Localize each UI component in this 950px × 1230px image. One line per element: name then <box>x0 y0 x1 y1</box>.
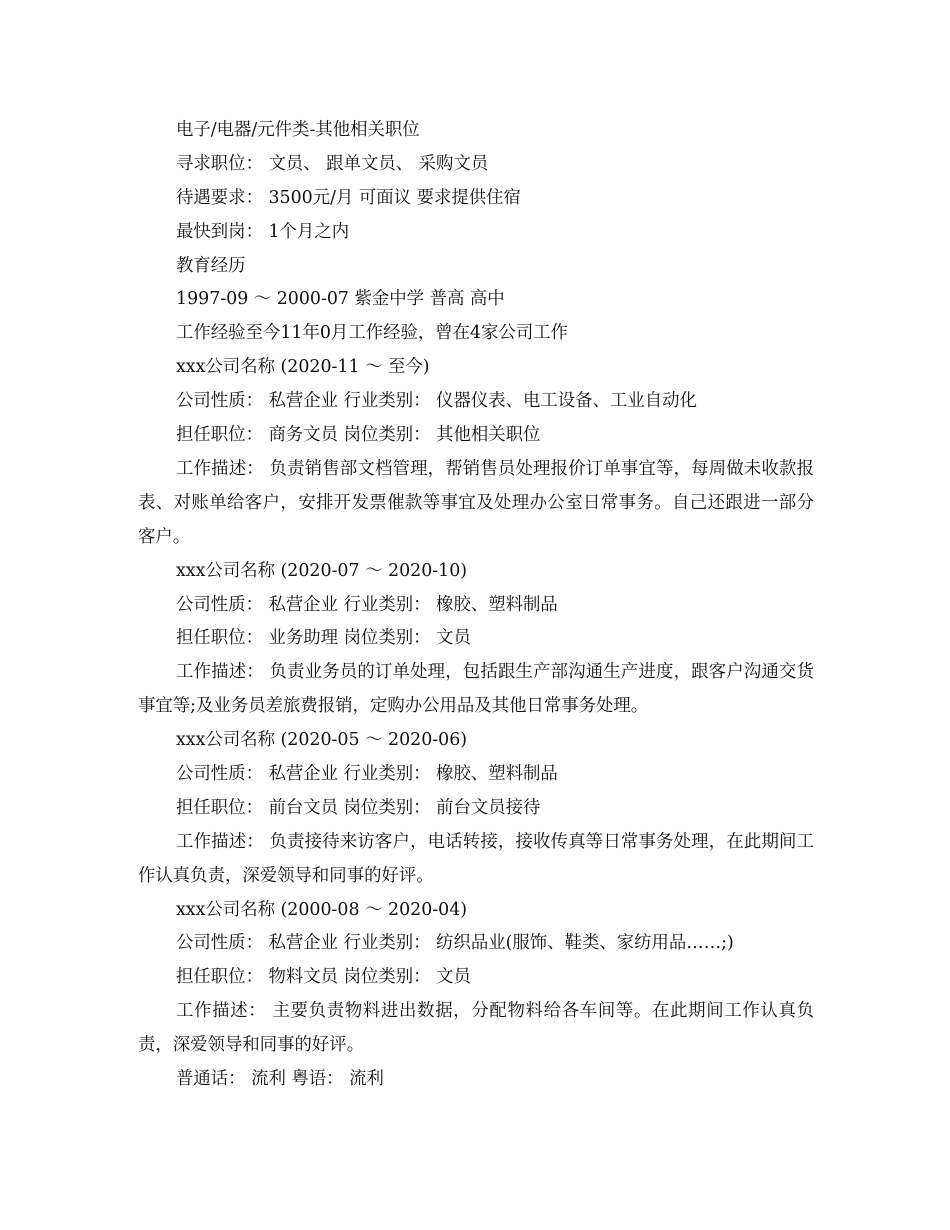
job-company-nature: 公司性质： 私营企业 行业类别： 橡胶、塑料制品 <box>176 594 558 615</box>
job-position: 担任职位： 前台文员 岗位类别： 前台文员接待 <box>176 797 541 818</box>
job-company: xxx公司名称 (2020-11 ～ 至今) <box>176 357 430 378</box>
job-description: 工作描述： 负责业务员的订单处理，包括跟生产部沟通生产进度，跟客户沟通交货事宜等;及业务员差旅费报销，定购办公用品及其他日常事务处理。 <box>138 662 814 717</box>
job-entry-1 <box>138 351 814 554</box>
education-heading: 教育经历 <box>176 255 246 276</box>
language-skills: 普通话： 流利 粤语： 流利 <box>176 1069 384 1090</box>
job-entry-3 <box>138 724 814 893</box>
earliest-start: 最快到岗： 1个月之内 <box>176 221 350 242</box>
resume-content <box>138 114 814 1097</box>
job-description: 工作描述： 负责接待来访客户，电话转接，接收传真等日常事务处理，在此期间工作认真负责，深爱领导和同事的好评。 <box>138 831 814 886</box>
work-experience-summary: 工作经验至今11年0月工作经验，曾在4家公司工作 <box>176 323 569 344</box>
job-company-nature: 公司性质： 私营企业 行业类别： 橡胶、塑料制品 <box>176 764 558 784</box>
job-company: xxx公司名称 (2020-05 ～ 2020-06) <box>176 730 468 751</box>
job-company: xxx公司名称 (2000-08 ～ 2020-04) <box>176 899 468 920</box>
job-entry-4 <box>138 894 814 1063</box>
job-company: xxx公司名称 (2020-07 ～ 2020-10) <box>176 560 468 581</box>
job-entry-2 <box>138 555 814 724</box>
job-description: 工作描述： 负责销售部文档管理，帮销售员处理报价订单事宜等，每周做未收款报表、对账单给客户，安排开发票催款等事宜及处理办公室日常事务。自己还跟进一部分客户。 <box>138 458 814 547</box>
job-company-nature: 公司性质： 私营企业 行业类别： 纺织品业(服饰、鞋类、家纺用品……;) <box>176 933 734 954</box>
job-description: 工作描述： 主要负责物料进出数据，分配物料给各车间等。在此期间工作认真负责，深爱领导和同事的好评。 <box>138 1001 814 1056</box>
job-position: 担任职位： 业务助理 岗位类别： 文员 <box>176 628 471 649</box>
job-position: 担任职位： 商务文员 岗位类别： 其他相关职位 <box>176 425 541 446</box>
job-company-nature: 公司性质： 私营企业 行业类别： 仪器仪表、电工设备、工业自动化 <box>176 391 697 412</box>
salary-requirement: 待遇要求： 3500元/月 可面议 要求提供住宿 <box>176 187 521 208</box>
desired-position: 寻求职位： 文员、 跟单文员、 采购文员 <box>176 153 489 174</box>
job-category: 电子/电器/元件类-其他相关职位 <box>176 120 420 140</box>
job-position: 担任职位： 物料文员 岗位类别： 文员 <box>176 967 471 988</box>
education-entry: 1997-09 ～ 2000-07 紫金中学 普高 高中 <box>176 289 505 310</box>
